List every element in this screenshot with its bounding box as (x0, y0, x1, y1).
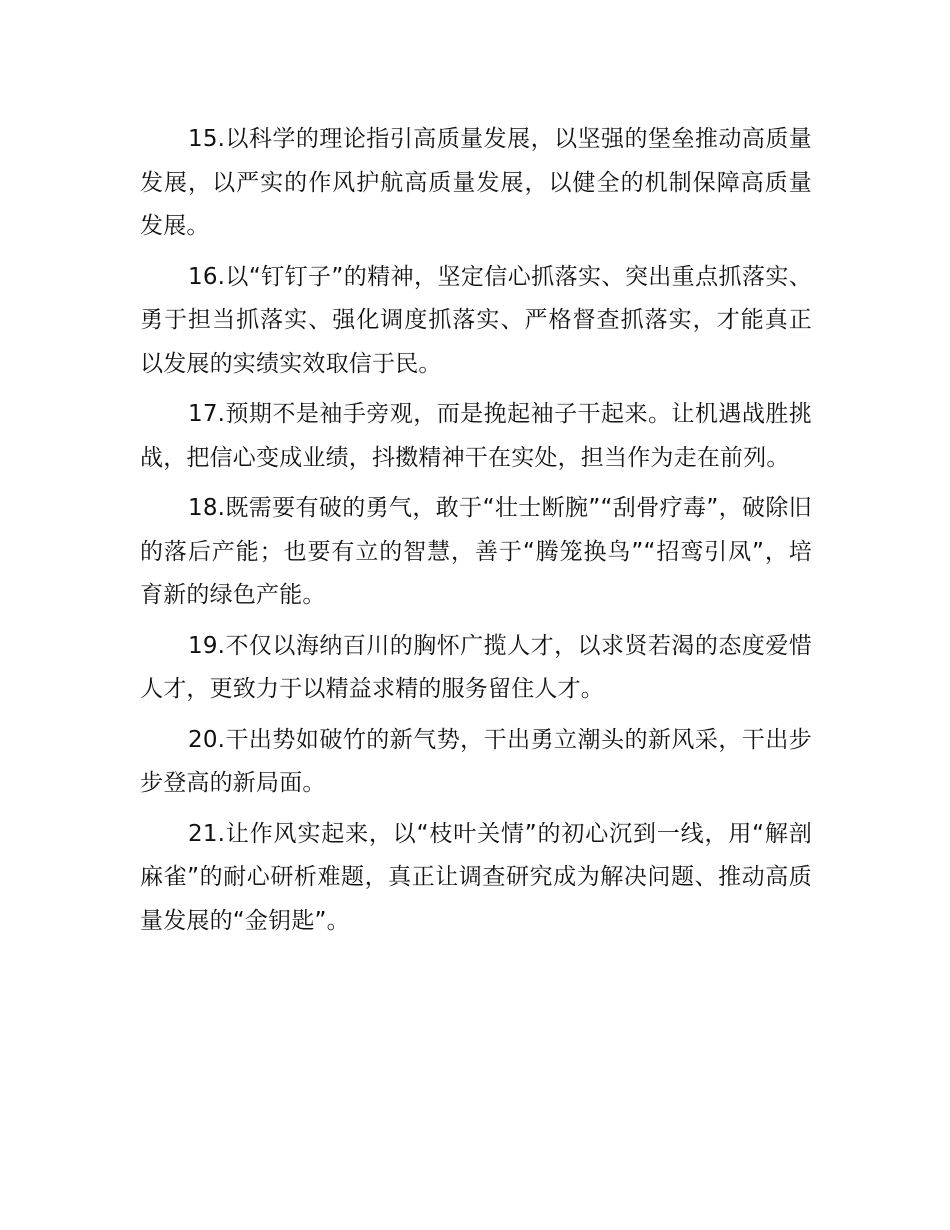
document-body (140, 118, 812, 950)
paragraph-19: 19.不仅以海纳百川的胸怀广揽人才，以求贤若渴的态度爱惜人才，更致力于以精益求精的服务留住人才。 (140, 632, 812, 702)
paragraph-17: 17.预期不是袖手旁观，而是挽起袖子干起来。让机遇战胜挑战，把信心变成业绩，抖擞精神干在实处，担当作为走在前列。 (140, 401, 812, 471)
paragraph-21: 21.让作风实起来，以“枝叶关情”的初心沉到一线，用“解剖麻雀”的耐心研析难题，真正让调查研究成为解决问题、推动高质量发展的“金钥匙”。 (140, 820, 812, 934)
paragraph-20: 20.干出势如破竹的新气势，干出勇立潮头的新风采，干出步步登高的新局面。 (140, 726, 812, 796)
paragraph-16: 16.以“钉钉子”的精神，坚定信心抓落实、突出重点抓落实、勇于担当抓落实、强化调度抓落实、严格督查抓落实，才能真正以发展的实绩实效取信于民。 (140, 263, 812, 377)
paragraph-18: 18.既需要有破的勇气，敢于“壮士断腕”“刮骨疗毒”，破除旧的落后产能；也要有立的智慧，善于“腾笼换鸟”“招鸾引凤”，培育新的绿色产能。 (140, 495, 812, 608)
paragraph-15: 15.以科学的理论指引高质量发展，以坚强的堡垒推动高质量发展，以严实的作风护航高质量发展，以健全的机制保障高质量发展。 (140, 126, 812, 239)
